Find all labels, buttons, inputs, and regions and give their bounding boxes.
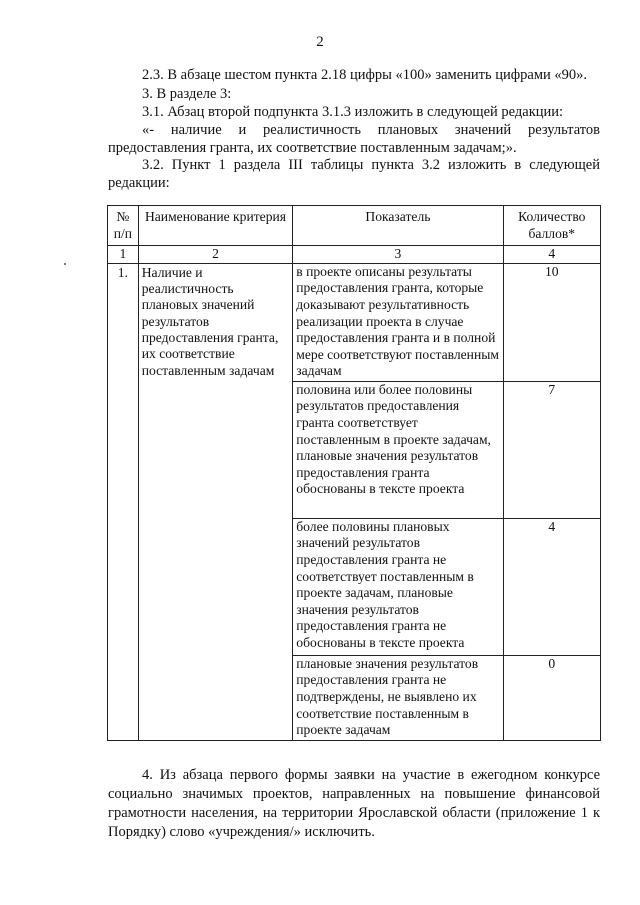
table-header-row [108, 206, 601, 246]
indicator-text: более половины плановых значений результатов предоставления гранта не соответствует поставленным в проекте задачам, плановые значения результатов предоставления гранта не обоснованы в тексте проекта [293, 518, 503, 655]
indicator-text: половина или более половины результатов предоставления гранта соответствует поставленным в проекте задачам, плановые значения результатов предоставления гранта обоснованы в тексте проекта [293, 381, 503, 518]
paragraph-3-1: 3.1. Абзац второй подпункта 3.1.3 изложить в следующей редакции: [142, 104, 564, 120]
criteria-table [107, 205, 601, 741]
header-criterion: Наименование критерия [138, 206, 293, 246]
header-indicator: Показатель [293, 206, 503, 246]
row-number: 1. [108, 263, 139, 740]
header-num: № п/п [108, 206, 139, 246]
indicator-text: плановые значения результатов предоставления гранта не подтверждены, не выявлено их соответствие поставленным в проекте задачам [293, 655, 503, 740]
page-number: 2 [316, 34, 324, 50]
indicator-points: 10 [503, 263, 600, 381]
col-number-2: 2 [138, 246, 293, 264]
paragraph-4: 4. Из абзаца первого формы заявки на участие в ежегодном конкурсе социально значимых проектов, направленных на повышение финансовой грамотности населения, на территории Ярославской области (приложение 1 к Порядку) слово «учреждения/» исключить. [108, 767, 600, 840]
paragraph-quote: «- наличие и реалистичность плановых значений результатов предоставления гранта, их соответствие поставленным задачам;». [108, 122, 600, 156]
col-number-3: 3 [293, 246, 503, 264]
table-row [108, 263, 601, 381]
column-number-row [108, 246, 601, 264]
scan-speck [64, 263, 66, 265]
indicator-text: в проекте описаны результаты предоставления гранта, которые доказывают результативность реализации проекта в случае предоставления гранта и в полной мере соответствуют поставленным задачам [293, 263, 503, 381]
paragraph-3-2: 3.2. Пункт 1 раздела III таблицы пункта 3.2 изложить в следующей редакции: [108, 157, 600, 191]
criterion-name: Наличие и реалистичность плановых значений результатов предоставления гранта, их соответствие поставленным задачам [138, 263, 293, 740]
indicator-points: 0 [503, 655, 600, 740]
paragraph-2-3: 2.3. В абзаце шестом пункта 2.18 цифры «100» заменить цифрами «90». [142, 67, 588, 83]
header-points: Количество баллов* [503, 206, 600, 246]
paragraph-3: 3. В разделе 3: [142, 86, 232, 102]
indicator-points: 7 [503, 381, 600, 518]
col-number-4: 4 [503, 246, 600, 264]
indicator-points: 4 [503, 518, 600, 655]
col-number-1: 1 [108, 246, 139, 264]
